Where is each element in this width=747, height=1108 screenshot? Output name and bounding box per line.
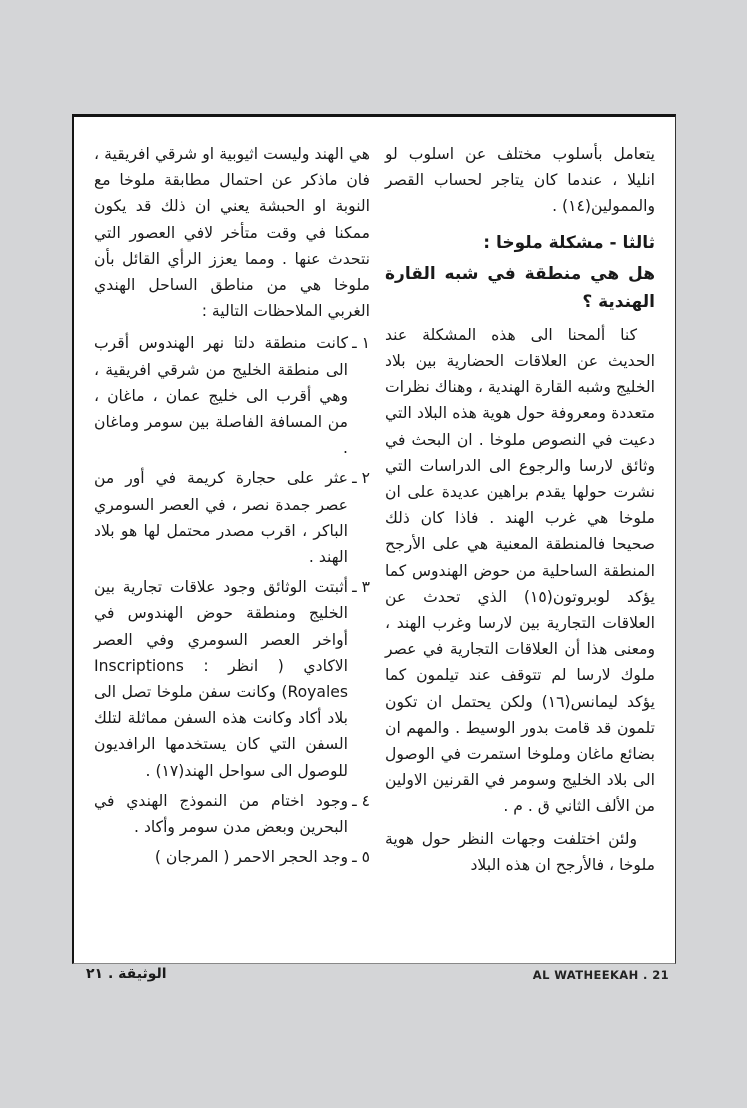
list-item-text: أثبتت الوثائق وجود علاقات تجارية بين الخليج ومنطقة حوض الهندوس في أواخر العصر السومري وفي العصر الاكادي ( انظر : Inscriptions Royales) وكانت سفن ملوخا تصل الى بلاد أكاد وكانت هذه السفن مماثلة لتلك السفن التي كان يستخدمها الرافديون للوصول الى سواحل الهند(١٧) . [94, 578, 348, 780]
footer-arabic-page-label: الوثيقة . ٢١ [86, 966, 167, 982]
footer-latin-page-label: AL WATHEEKAH . 21 [532, 968, 669, 982]
list-item [94, 574, 370, 784]
list-item [94, 844, 370, 870]
section-heading: ثالثا - مشكلة ملوخا : [483, 232, 655, 253]
right-intro-paragraph: يتعامل بأسلوب مختلف عن اسلوب لو انليلا ، عندما كان يتاجر لحساب القصر والممولين(١٤) . [385, 145, 655, 216]
right-paragraph-1: كنا ألمحنا الى هذه المشكلة عند الحديث عن العلاقات الحضارية بين بلاد الخليج وشبه القارة الهندية ، وهناك نظرات متعددة ومعروفة حول هوية هذه البلاد التي دعيت في النصوص ملوخا . ان البحث في وثائق لارسا والرجوع الى الدراسات التي نشرت حولها يقدم براهين عديدة على ان ملوخا هي غرب الهند . فاذا كان ذلك صحيحا فالمنطقة المعنية هي على الأرجح المنطقة الساحلية من حوض الهندوس كما يؤكد لوبروتون(١٥) الذي تحدث عن العلاقات التجارية بين لارسا وغرب الهند ، ومعنى هذا أن العلاقات التجارية في عصر ملوك لارسا لم تتوقف عند تيلمون كما يؤكد ليمانس(١٦) ولكن يحتمل ان تكون تلمون قد قامت بدور الوسيط . والمهم ان بضائع ماغان وملوخا استمرت في الوصول الى بلاد الخليج وسومر في القرنين الاولين من الألف الثاني ق . م . [385, 325, 655, 816]
list-item-text: وجود اختام من النموذج الهندي في البحرين وبعض مدن سومر وأكاد . [94, 791, 348, 837]
list-item-text: عثر على حجارة كريمة في أور من عصر جمدة نصر ، في العصر السومري الباكر ، اقرب مصدر محتمل لها هو بلاد الهند . [94, 469, 348, 567]
list-item-text: كانت منطقة دلتا نهر الهندوس أقرب الى منطقة الخليج من شرقي افريقية ، وهي أقرب الى خليج عمان ، ماغان ، من المسافة الفاصلة بين سومر وماغان . [94, 334, 348, 458]
list-item [94, 330, 370, 461]
list-item-number: ٣ ـ [352, 578, 370, 597]
list-item [94, 465, 370, 570]
page-panel [72, 114, 676, 964]
right-column [385, 141, 655, 884]
list-item-number: ١ ـ [352, 334, 370, 353]
list-item-number: ٢ ـ [352, 469, 370, 488]
left-column [94, 141, 370, 874]
list-item-number: ٤ ـ [352, 791, 370, 810]
list-item-text: وجد الحجر الاحمر ( المرجان ) [154, 848, 348, 867]
section-subheading: هل هي منطقة في شبه القارة الهندية ؟ [385, 263, 655, 312]
list-item [94, 788, 370, 840]
list-item-number: ٥ ـ [352, 848, 370, 867]
right-paragraph-2: ولئن اختلفت وجهات النظر حول هوية ملوخا ، فالأرجح ان هذه البلاد [385, 829, 655, 874]
left-intro-paragraph: هي الهند وليست اثيوبية او شرقي افريقية ، فان ماذكر عن احتمال مطابقة ملوخا مع النوبة او الحبشة يعني ان ذلك قد يكون ممكنا في وقت متأخر لافي العصور التي نتحدث عنها . ومما يعزز الرأي القائل بأن ملوخا هي من مناطق الساحل الهندي الغربي الملاحظات التالية : [94, 145, 370, 321]
